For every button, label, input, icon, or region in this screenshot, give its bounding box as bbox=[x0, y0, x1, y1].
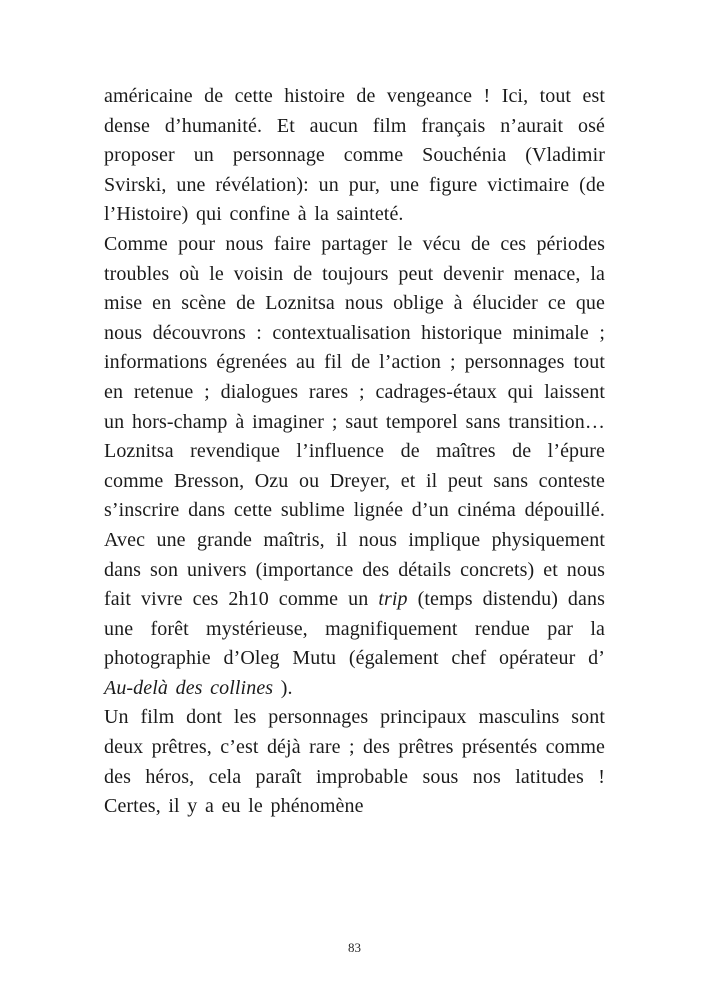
italic-text-segment: trip bbox=[378, 588, 408, 611]
paragraph bbox=[104, 82, 605, 230]
text-segment: ). bbox=[273, 676, 293, 699]
text-segment: Comme pour nous faire partager le vécu de ces périodes troubles où le voisin de toujours peut devenir menace, la mise en scène de Loznitsa nous oblige à élucider ce que nous découvrons : contextualisation historique minimale ; informations égrenées au fil de l’action ; personnages tout en retenue ; dialogues rares ; cadrages-étaux qui laissent un hors-champ à imaginer ; saut temporel sans transition… Loznitsa revendique l’influence de maîtres de l’épure comme Bresson, Ozu ou Dreyer, et il peut sans conteste s’inscrire dans cette sublime lignée d’un cinéma dépouillé. Avec une grande maîtris, il nous implique physiquement dans son univers (importance des détails concrets) et nous fait vivre ces 2h10 comme un bbox=[104, 232, 605, 611]
page-number: 83 bbox=[348, 940, 361, 955]
text-segment: (temps distendu) dans une forêt mystérieuse, magnifiquement rendue par la photographie d’Oleg Mutu (également chef opérateur d’ bbox=[104, 588, 605, 670]
italic-text-segment: Au-delà des collines bbox=[104, 676, 274, 699]
text-segment: américaine de cette histoire de vengeance ! Ici, tout est dense d’humanité. Et aucun film français n’aurait osé proposer un personnage comme Souchénia (Vladimir Svirski, une révélation): un pur, une figure victimaire (de l’Histoire) qui confine à la sainteté. bbox=[104, 85, 605, 226]
paragraph bbox=[104, 230, 605, 704]
text-block bbox=[104, 82, 605, 822]
paragraph bbox=[104, 703, 605, 821]
text-segment: Un film dont les personnages principaux masculins sont deux prêtres, c’est déjà rare ; des prêtres présentés comme des héros, cela paraît improbable sous nos latitudes ! Certes, il y a eu le phénomène bbox=[104, 706, 605, 818]
